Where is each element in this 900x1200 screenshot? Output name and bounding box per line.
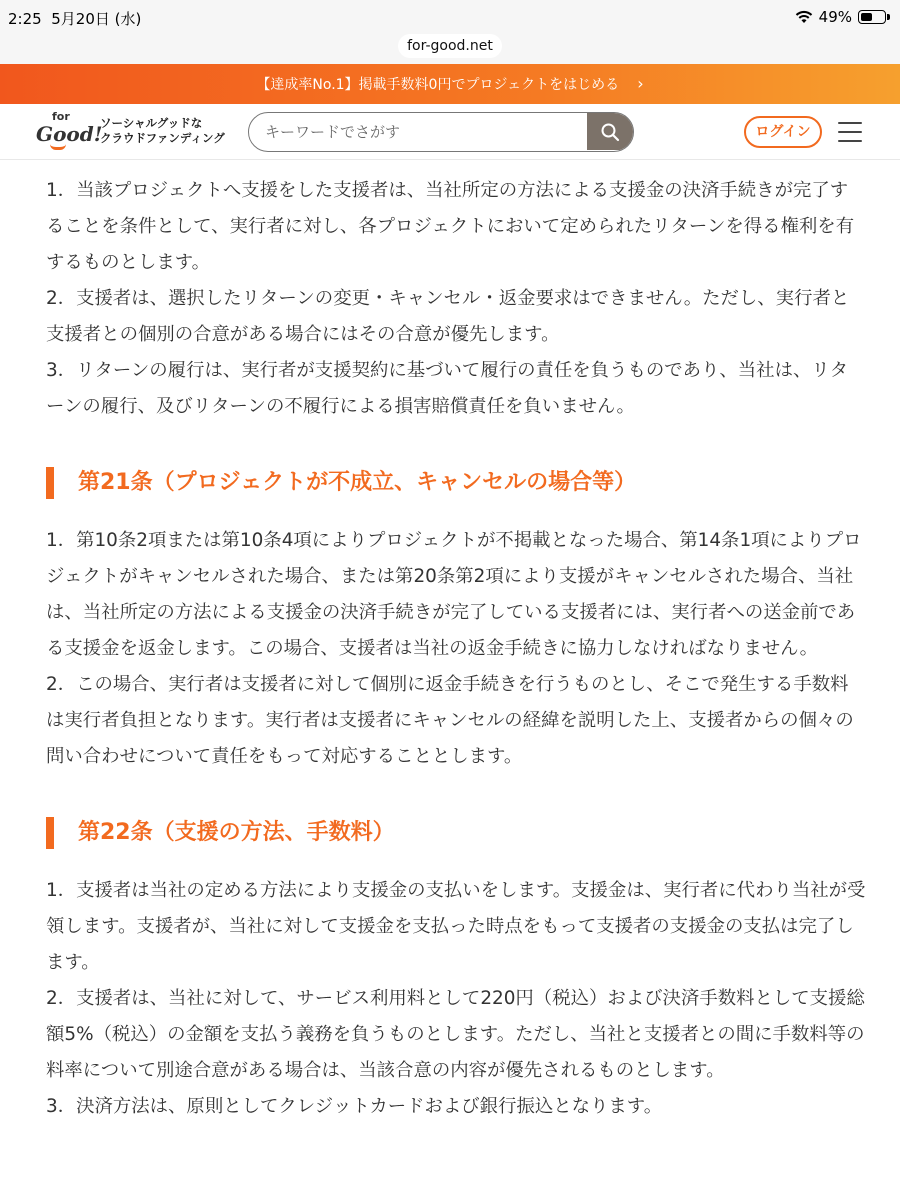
- logo-good-text: Good!: [36, 122, 103, 146]
- status-time: [8, 8, 141, 29]
- menu-line: [838, 140, 862, 142]
- search-box: [248, 112, 634, 152]
- site-tagline: [100, 116, 225, 146]
- section20-item-2: 2．支援者は、選択したリターンの変更・キャンセル・返金要求はできません。ただし、実行者と支援者との個別の合意がある場合にはその合意が優先します。: [46, 288, 850, 345]
- search-button[interactable]: [587, 113, 633, 150]
- heading-accent-bar: [46, 817, 54, 849]
- site-header: [0, 104, 900, 160]
- section22-heading: [46, 813, 866, 853]
- clock-date: 5月20日 (水): [51, 10, 142, 28]
- section20-item-3: 3．リターンの履行は、実行者が支援契約に基づいて履行の責任を負うものであり、当社は、リターンの履行、及びリターンの不履行による損害賠償責任を負いません。: [46, 360, 849, 417]
- menu-line: [838, 122, 862, 124]
- section20-item-1: 1．当該プロジェクトへ支援をした支援者は、当社所定の方法による支援金の決済手続きが完了することを条件として、実行者に対し、各プロジェクトにおいて定められたリターンを得る権利を有するものとします。: [46, 180, 855, 273]
- heading-accent-bar: [46, 467, 54, 499]
- browser-url-bar: [0, 34, 900, 64]
- logo-smile-icon: [50, 144, 66, 150]
- search-input[interactable]: [265, 113, 585, 150]
- wifi-icon: [795, 10, 813, 24]
- battery-percent: 49%: [818, 8, 852, 26]
- promo-banner[interactable]: [0, 64, 900, 104]
- for-good-logo[interactable]: [36, 110, 103, 154]
- menu-line: [838, 131, 862, 133]
- logo-for-text: for: [52, 110, 70, 123]
- promo-text: 【達成率No.1】掲載手数料0円でプロジェクトをはじめる: [256, 77, 620, 93]
- status-bar: [0, 0, 900, 34]
- section21-heading-text: 第21条（プロジェクトが不成立、キャンセルの場合等）: [78, 470, 637, 495]
- chevron-right-icon: ›: [637, 74, 644, 93]
- url-field[interactable]: for-good.net: [398, 34, 502, 58]
- section22-item-2: 2．支援者は、当社に対して、サービス利用料として220円（税込）および決済手数料として支援総額5%（税込）の金額を支払う義務を負うものとします。ただし、当社と支援者との間に手数料等の料率について別途合意がある場合は、当該合意の内容が優先されるものとします。: [46, 988, 865, 1081]
- battery-icon: [858, 10, 886, 24]
- login-button[interactable]: ログイン: [744, 116, 822, 148]
- status-right: [795, 8, 886, 26]
- tagline-line2: クラウドファンディング: [100, 131, 225, 145]
- section22-item-3: 3．決済方法は、原則としてクレジットカードおよび銀行振込となります。: [46, 1096, 663, 1117]
- hamburger-menu-icon[interactable]: [838, 122, 862, 142]
- tagline-line1: ソーシャルグッドな: [100, 116, 203, 130]
- section21-item-2: 2．この場合、実行者は支援者に対して個別に返金手続きを行うものとし、そこで発生する手数料は実行者負担となります。実行者は支援者にキャンセルの経緯を説明した上、支援者からの個々の問い合わせについて責任をもって対応することとします。: [46, 674, 854, 767]
- search-icon: [600, 122, 620, 142]
- clock-time: 2:25: [8, 10, 42, 28]
- section21-item-1: 1．第10条2項または第10条4項によりプロジェクトが不掲載となった場合、第14条1項によりプロジェクトがキャンセルされた場合、または第20条第2項により支援がキャンセルされた場合、当社は、当社所定の方法による支援金の決済手続きが完了している支援者には、実行者への送金前である支援金を返金します。この場合、支援者は当社の返金手続きに協力しなければなりません。: [46, 530, 862, 659]
- battery-fill: [861, 13, 872, 21]
- section21-heading: [46, 463, 866, 503]
- terms-content: [46, 160, 866, 1125]
- section22-heading-text: 第22条（支援の方法、手数料）: [78, 820, 395, 845]
- section22-item-1: 1．支援者は当社の定める方法により支援金の支払いをします。支援金は、実行者に代わり当社が受領します。支援者が、当社に対して支援金を支払った時点をもって支援者の支援金の支払は完了します。: [46, 880, 866, 973]
